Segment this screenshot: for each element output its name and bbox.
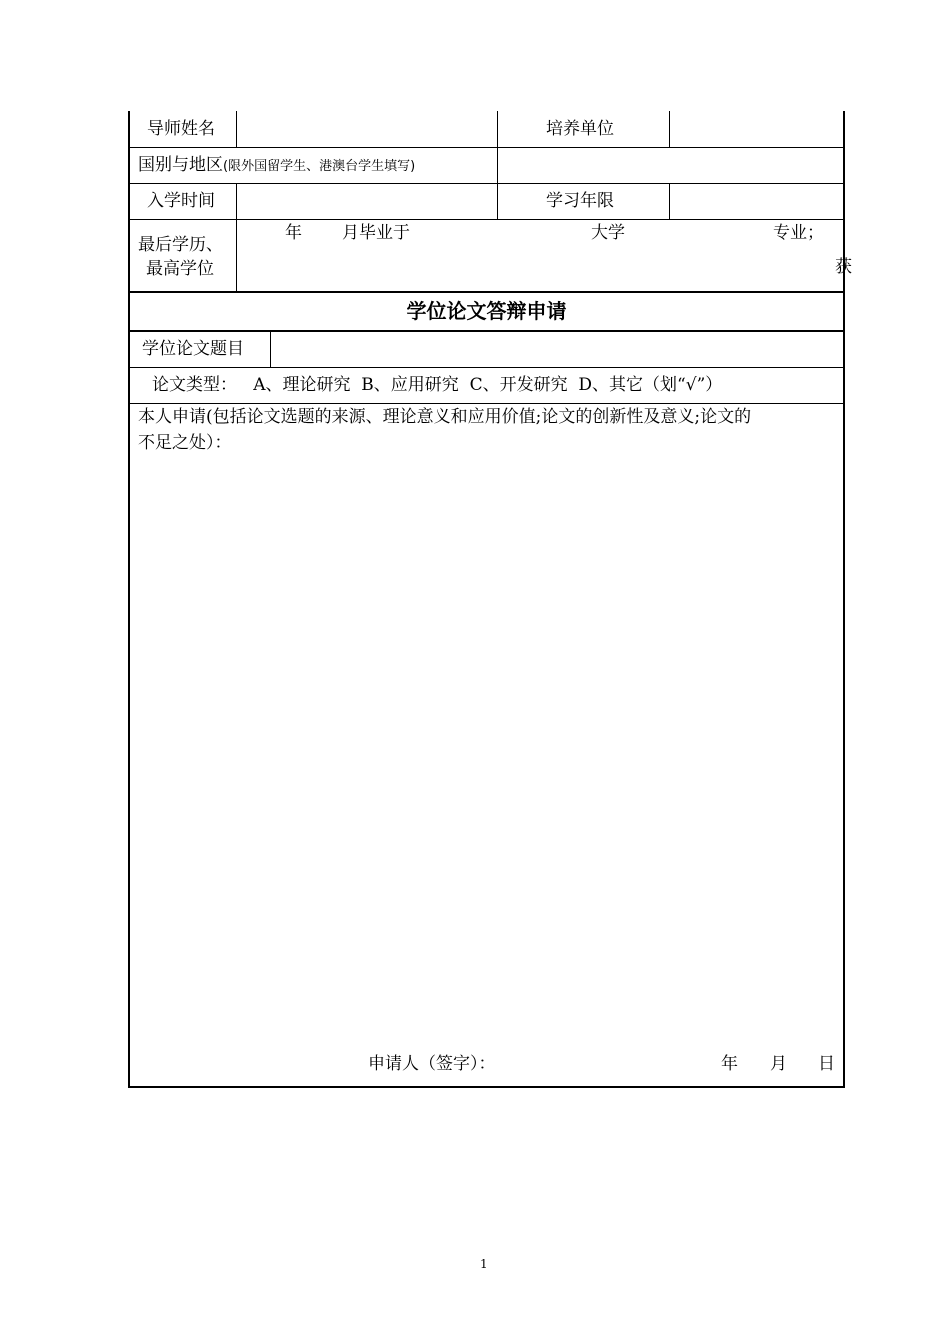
section-divider: [128, 291, 845, 293]
cell-divider: [669, 183, 670, 219]
cell-divider: [497, 147, 498, 183]
degree-label-line2: 最高学位: [146, 259, 214, 279]
table-border-left: [128, 111, 130, 1088]
advisor-name-field[interactable]: [238, 113, 496, 146]
advisor-name-label: 导师姓名: [147, 119, 215, 139]
cell-divider: [270, 331, 271, 367]
study-years-field[interactable]: [671, 185, 842, 218]
thesis-title-field[interactable]: [272, 333, 842, 366]
row-divider: [128, 147, 845, 148]
table-border-bottom: [128, 1086, 845, 1088]
thesis-title-label: 学位论文题目: [142, 339, 244, 359]
row-divider: [128, 367, 845, 368]
thesis-type-line: 论文类型： A、理论研究 B、应用研究 C、开发研究 D、其它（划“√”）: [152, 375, 723, 395]
country-region-field[interactable]: [499, 149, 842, 182]
date-year: 年: [721, 1054, 738, 1074]
country-label-text: 国别与地区: [138, 155, 223, 175]
cell-divider: [497, 111, 498, 147]
degree-year-text: 年: [285, 223, 302, 243]
degree-trailing-clip: [835, 256, 852, 280]
cell-divider: [669, 111, 670, 147]
enrollment-time-field[interactable]: [238, 185, 496, 218]
signature-label: 申请人（签字）：: [368, 1054, 496, 1074]
row-divider: [128, 330, 845, 332]
statement-line-2: 不足之处）：: [138, 433, 232, 453]
cell-divider: [236, 111, 237, 147]
cell-divider: [236, 219, 237, 291]
section-title: 学位论文答辩申请: [406, 299, 567, 323]
country-note-text: (限外国留学生、港澳台学生填写): [223, 159, 416, 174]
page-number: 1: [480, 1257, 488, 1271]
row-divider: [128, 403, 845, 404]
training-unit-field[interactable]: [671, 113, 842, 146]
training-unit-label: 培养单位: [546, 119, 614, 139]
cell-divider: [497, 183, 498, 219]
study-years-label: 学习年限: [546, 191, 614, 211]
cell-divider: [236, 183, 237, 219]
degree-label-line1: 最后学历、: [138, 235, 223, 255]
statement-field[interactable]: [132, 456, 840, 1036]
degree-month-graduated-text: 月毕业于: [342, 223, 410, 243]
country-region-label: [138, 154, 415, 178]
signature-field[interactable]: [520, 1050, 700, 1078]
enrollment-time-label: 入学时间: [147, 191, 215, 211]
date-day: 日: [818, 1054, 835, 1074]
date-month: 月: [770, 1054, 787, 1074]
degree-trailing-text: 获: [835, 257, 852, 277]
degree-university-text: 大学: [591, 223, 625, 243]
statement-line-1: 本人申请(包括论文选题的来源、理论意义和应用价值;论文的创新性及意义;论文的: [138, 407, 752, 427]
degree-major-text: 专业；: [773, 223, 824, 243]
